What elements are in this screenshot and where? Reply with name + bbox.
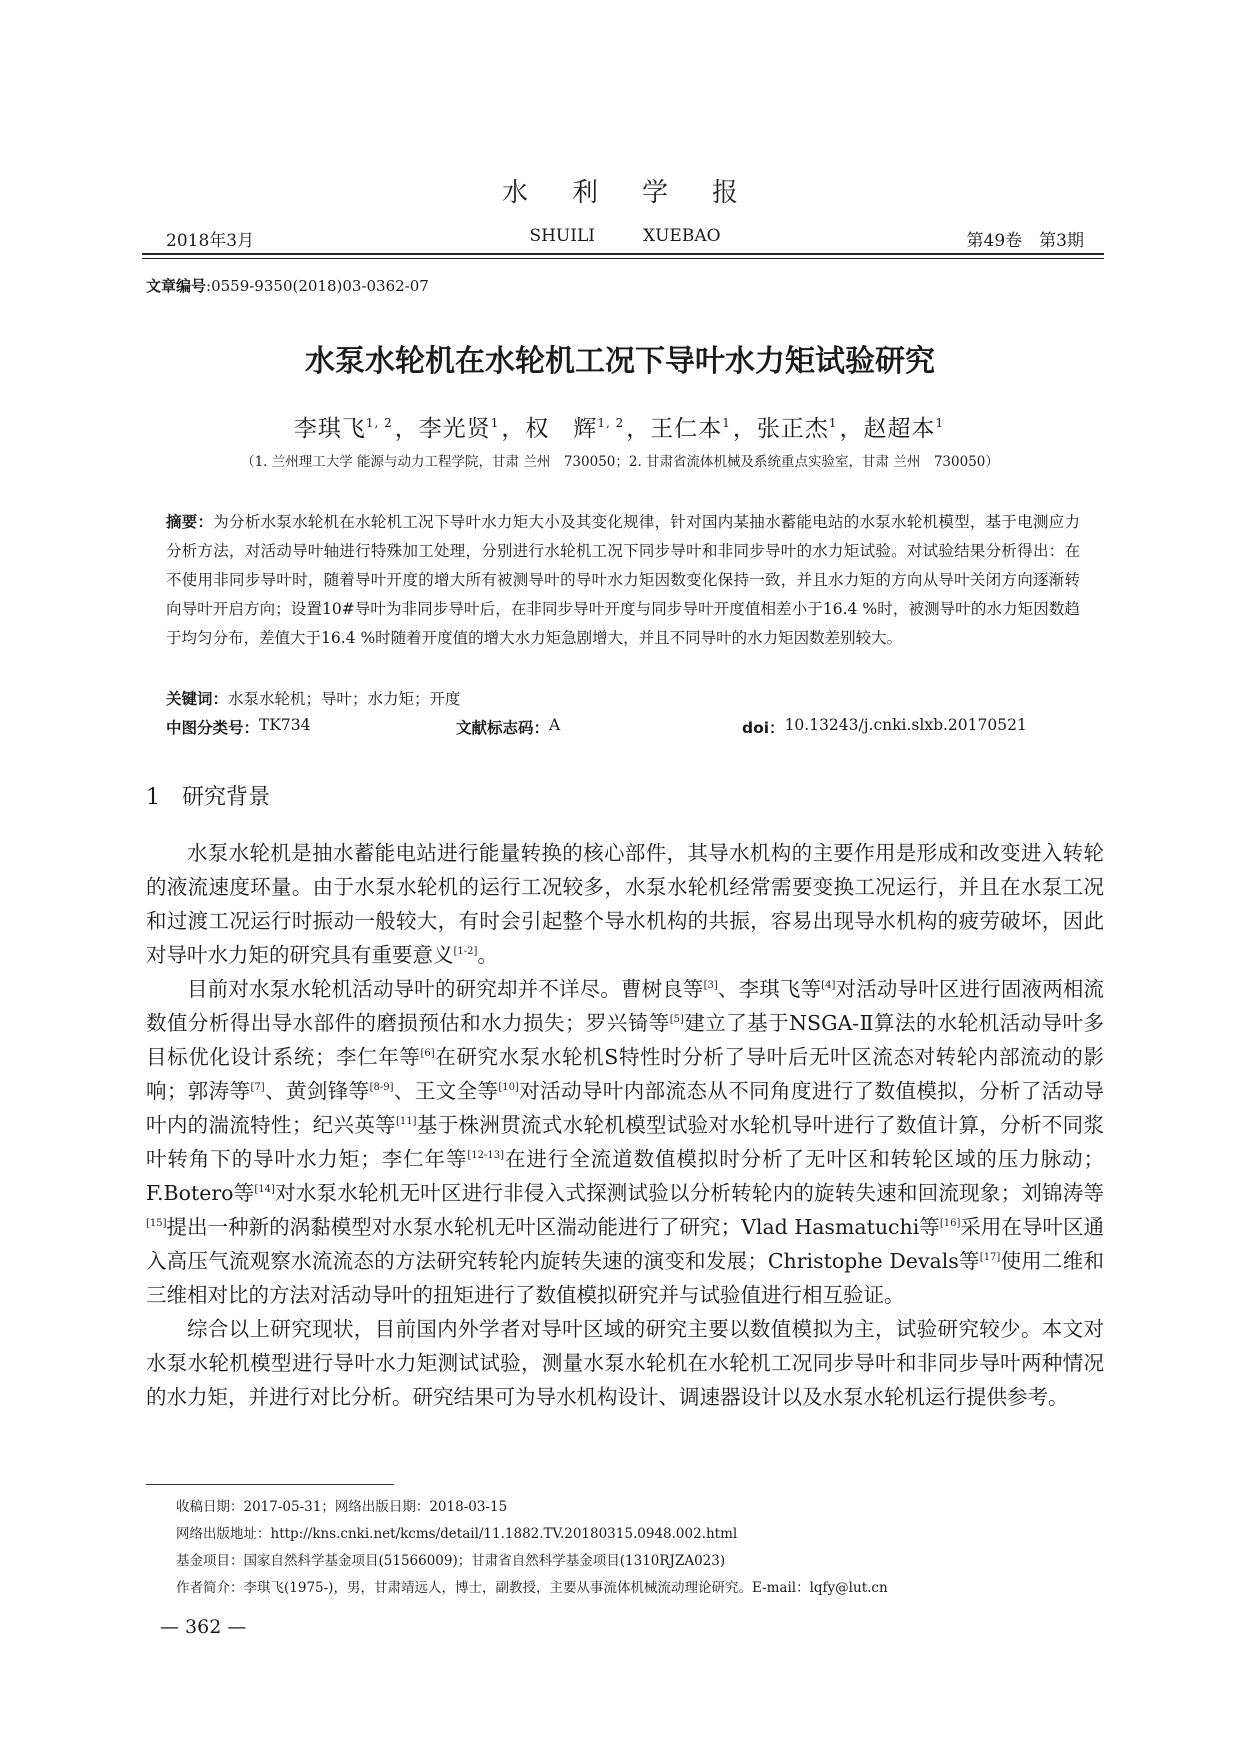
author-name: 赵超本 [863, 416, 936, 442]
keywords-label: 关键词： [166, 690, 229, 708]
body-text-run: 对活动导叶区进行固液两相流数值分析得出导水部件的磨损预估和水力损失；罗兴锜等 [146, 977, 1105, 1035]
author-name: 张正杰 [756, 416, 829, 442]
footnote-received: 收稿日期：2017-05-31；网络出版日期：2018-03-15 [176, 1499, 508, 1515]
doc-code-value: A [549, 716, 561, 734]
clc-number [166, 716, 311, 738]
author-list [0, 410, 1240, 443]
affiliations: （1. 兰州理工大学 能源与动力工程学院，甘肃 兰州 730050；2. 甘肃省流体机械及系统重点实验室，甘肃 兰州 730050） [241, 454, 999, 470]
keywords [166, 687, 461, 709]
author-separator: ， [501, 416, 526, 442]
citation-ref: [10] [498, 1082, 519, 1094]
section-heading [146, 780, 270, 811]
citation-ref: [8-9] [369, 1082, 394, 1094]
citation-ref: [11] [396, 1116, 417, 1128]
body-text-run: 使用二维和三维相对比的方法对活动导叶的扭矩进行了数值模拟研究并与试验值进行相互验证。 [146, 1249, 1105, 1307]
footnote-funding: 基金项目：国家自然科学基金项目(51566009)；甘肃省自然科学基金项目(1310RJZA023) [176, 1553, 726, 1569]
body-text-run: 、李琪飞等 [717, 977, 822, 1001]
body-paragraph [146, 1312, 1104, 1414]
author-name: 权 辉 [525, 416, 598, 442]
author-affiliation-mark: 1, 2 [365, 416, 393, 431]
author-affiliation-mark: 1 [935, 416, 945, 431]
body-text-run: 建立了基于NSGA-Ⅱ算法的水轮机活动导叶多目标优化设计系统；李仁年等 [146, 1011, 1104, 1069]
volume-issue: 第49卷 第3期 [966, 231, 1084, 251]
citation-ref: [12-13] [467, 1150, 505, 1162]
doi-value: 10.13243/j.cnki.slxb.20170521 [784, 716, 1027, 734]
footnotes [176, 1494, 888, 1602]
article-number [146, 275, 429, 296]
body-text-run: 采用在导叶区通入高压气流观察水流流态的方法研究转轮内旋转失速的演变和发展；Christophe Devals等 [146, 1215, 1104, 1273]
body-text-run: 水泵水轮机是抽水蓄能电站进行能量转换的核心部件，其导水机构的主要作用是形成和改变进入转轮的液流速度环量。由于水泵水轮机的运行工况较多，水泵水轮机经常需要变换工况运行，并且在水泵工况和过渡工况运行时振动一般较大，有时会引起整个导水机构的共振，容易出现导水机构的疲劳破坏，因此对导叶水力矩的研究具有重要意义 [146, 841, 1104, 967]
article-number-label: 文章编号 [146, 277, 207, 295]
journal-title: 水利学报 [501, 178, 782, 208]
journal-pinyin-1: SHUILI [529, 226, 595, 246]
author-affiliation-mark: 1, 2 [597, 416, 625, 431]
author-separator: ， [394, 416, 419, 442]
journal-pinyin-2: XUEBAO [642, 226, 721, 246]
body-text-run: 基于株洲贯流式水轮机模型试验对水轮机导叶进行了数值计算，分析不同浆叶转角下的导叶水力矩；李仁年等 [146, 1113, 1105, 1171]
body-text-run: 对水泵水轮机无叶区进行非侵入式探测试验以分析转轮内的旋转失速和回流现象；刘锦涛等 [274, 1181, 1104, 1205]
footnote-author-bio: 作者简介：李琪飞(1975-)，男，甘肃靖远人，博士，副教授，主要从事流体机械流动理论研究。E-mail：lqfy@lut.cn [176, 1580, 888, 1596]
citation-ref: [6] [420, 1048, 435, 1060]
article-number-value: :0559-9350(2018)03-0362-07 [206, 277, 429, 295]
body-text-run: 、黄剑锋等 [264, 1079, 370, 1103]
running-header [160, 226, 1090, 252]
clc-label: 中图分类号： [166, 719, 260, 737]
clc-value: TK734 [259, 716, 311, 734]
author-name: 李光贤 [418, 416, 491, 442]
author-separator: ， [839, 416, 864, 442]
journal-pinyin [160, 226, 1090, 246]
paper-title: 水泵水轮机在水轮机工况下导叶水力矩试验研究 [305, 344, 935, 379]
author-affiliation-mark: 1 [490, 416, 500, 431]
citation-ref: [4] [821, 980, 836, 992]
section-number: 1 [146, 785, 160, 810]
body-text-run: 对活动导叶内部流态从不同角度进行了数值模拟，分析了活动导叶内的湍流特性；纪兴英等 [146, 1079, 1105, 1137]
body-text-run: 提出一种新的涡黏模型对水泵水轮机无叶区湍动能进行了研究；Vlad Hasmatuchi等 [166, 1215, 940, 1239]
author-separator: ， [732, 416, 757, 442]
body-text-run: 在研究水泵水轮机S特性时分析了导叶后无叶区流态对转轮内部流动的影响；郭涛等 [146, 1045, 1105, 1103]
abstract [166, 508, 1080, 653]
citation-ref: [14] [254, 1184, 275, 1196]
author-separator: ， [626, 416, 651, 442]
doc-code-label: 文献标志码： [456, 719, 550, 737]
citation-ref: [17] [979, 1252, 1001, 1264]
doi-label: doi： [742, 719, 785, 737]
keywords-text: 水泵水轮机；导叶；水力矩；开度 [228, 690, 461, 708]
body-text-run: 在进行全流道数值模拟时分析了无叶区和转轮区域的压力脉动；F.Botero等 [146, 1147, 1105, 1205]
header-rule-thin [142, 258, 1104, 259]
classification-row [166, 716, 1080, 740]
footnote-online-url: 网络出版地址：http://kns.cnki.net/kcms/detail/11.1882.TV.20180315.0948.002.html [176, 1526, 738, 1542]
abstract-text: 为分析水泵水轮机在水轮机工况下导叶水力矩大小及其变化规律，针对国内某抽水蓄能电站的水泵水轮机模型，基于电测应力分析方法，对活动导叶轴进行特殊加工处理，分别进行水轮机工况下同步导叶和非同步导叶的水力矩试验。对试验结果分析得出：在不使用非同步导叶时，随着导叶开度的增大所有被测导叶的导叶水力矩因数变化保持一致，并且水力矩的方向从导叶关闭方向逐渐转向导叶开启方向；设置10#导叶为非同步导叶后，在非同步导叶开度与同步导叶开度值相差小于16.4 %时，被测导叶的水力矩因数趋于均匀分布，差值大于16.4 %时随着开度值的增大水力矩急剧增大，并且不同导叶的水力矩因数差别较大。 [166, 513, 1080, 647]
citation-ref: [15] [146, 1218, 167, 1230]
section-title: 研究背景 [182, 785, 271, 810]
citation-ref: [7] [250, 1082, 265, 1094]
header-rule-thick [142, 253, 1104, 255]
author-affiliation-mark: 1 [722, 416, 731, 431]
issue-date: 2018年3月 [166, 231, 255, 251]
body-text-run: 综合以上研究现状，目前国内外学者对导叶区域的研究主要以数值模拟为主，试验研究较少。本文对水泵水轮机模型进行导叶水力矩测试试验，测量水泵水轮机在水轮机工况同步导叶和非同步导叶两种情况的水力矩，并进行对比分析。研究结果可为导水机构设计、调速器设计以及水泵水轮机运行提供参考。 [146, 1317, 1104, 1409]
author-name: 李琪飞 [293, 416, 366, 442]
footnote-rule [146, 1484, 394, 1485]
page-number: — 362 — [160, 1616, 247, 1638]
body-text-run: 目前对水泵水轮机活动导叶的研究却并不详尽。曹树良等 [187, 977, 704, 1001]
body-text-run: 。 [477, 943, 498, 967]
abstract-label: 摘要： [166, 513, 214, 531]
body-paragraph [146, 836, 1104, 972]
citation-ref: [3] [703, 980, 718, 992]
citation-ref: [16] [939, 1218, 961, 1230]
document-code [456, 716, 561, 738]
author-name: 王仁本 [650, 416, 723, 442]
body-paragraph [146, 972, 1104, 1312]
citation-ref: [1-2] [453, 946, 478, 958]
doi [742, 716, 1027, 738]
author-affiliation-mark: 1 [828, 416, 838, 431]
body-text-run: 、王文全等 [393, 1079, 499, 1103]
body-text [146, 836, 1104, 1414]
citation-ref: [5] [669, 1014, 684, 1026]
